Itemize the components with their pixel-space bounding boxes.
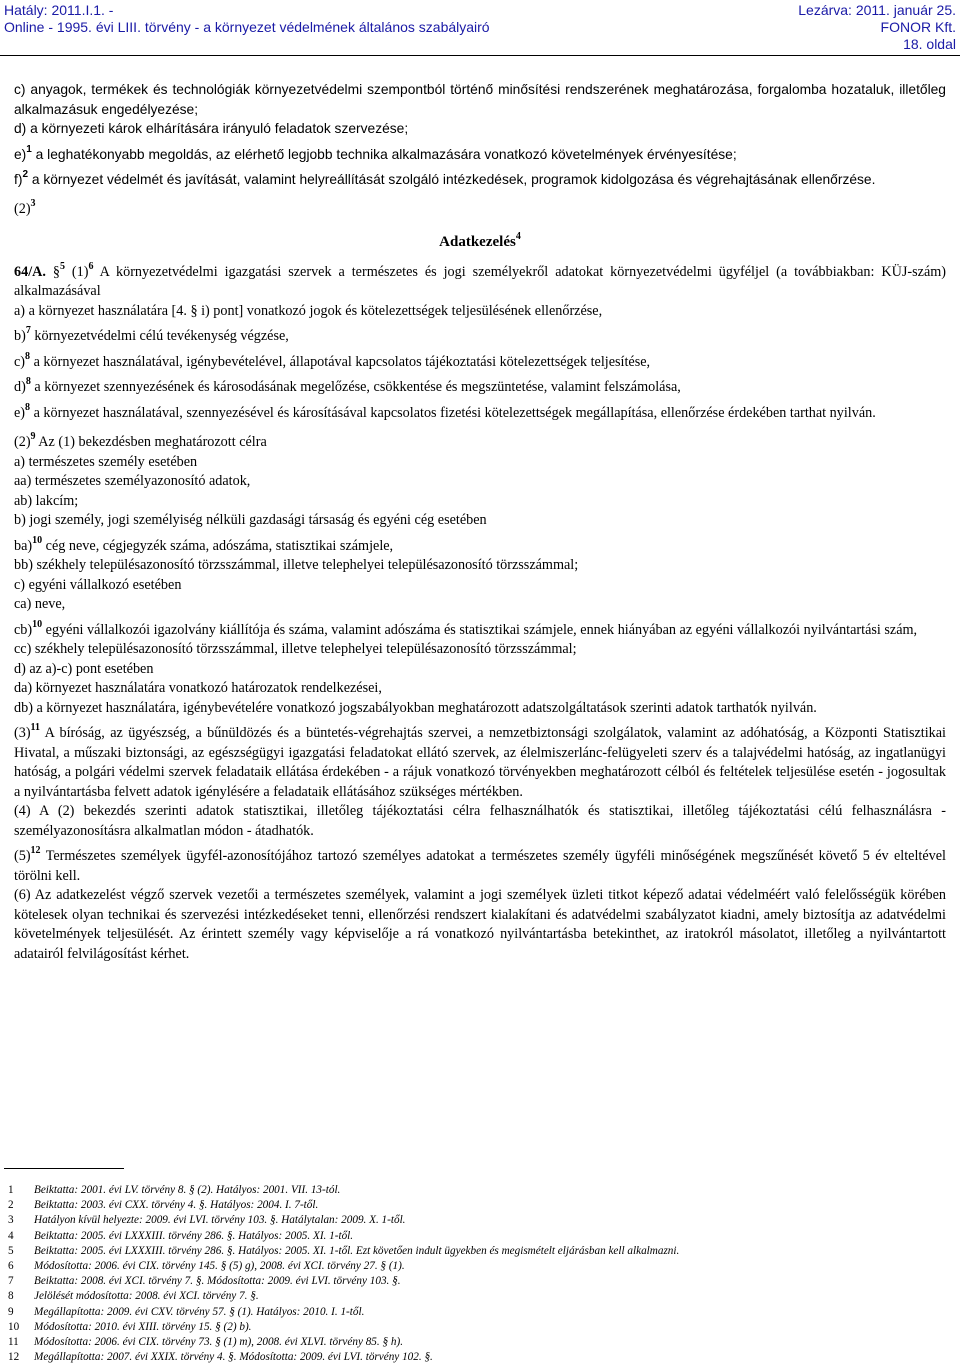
paragraph-label: (1) — [64, 263, 89, 280]
footnote-text: Megállapította: 2009. évi CXV. törvény 57. § (1). Hatályos: 2010. I. 1-től. — [34, 1305, 365, 1318]
footnote-text: Jelölését módosította: 2008. évi XCI. törvény 7. §. — [34, 1290, 259, 1303]
point-f — [14, 170, 946, 190]
item-ab: ab) lakcím; — [14, 492, 79, 509]
footnote-item — [8, 1289, 948, 1304]
paragraph-6: (6) Az adatkezelést végző szervek vezetői a természetes személyek, valamint a jogi személyek üzleti titkot képező adatai védelméért való felelősségük körében kötelesek olyan technikai és szervezési intézkedéseket tenni, ellenőrzési rendszert kialakítani és adatvédelmi szabályzatot kiadni, amely biztosítja az adatvédelmi követelmények teljesülését. Az érintett személy vagy képviselője a rá vonatkozó nyilvántartásba betekinthet, az iratokról másolatot, illetőleg a nyilvántartott adatairól felvilágosítást kérhet. — [14, 887, 946, 962]
item-d-common: d) az a)-c) pont esetében — [14, 660, 154, 677]
item-d — [14, 378, 946, 398]
section-heading — [14, 233, 946, 253]
paragraph-2 — [14, 433, 946, 453]
footnote-text: Beiktatta: 2005. évi LXXXIII. törvény 286. §. Hatályos: 2005. XI. 1-től. Ezt követően indult ügyekben és megismételt eljárásban kell alkalmazni. — [34, 1244, 680, 1257]
point-d: d) a környezeti károk elhárítására irányuló feladatok szervezése; — [14, 121, 409, 136]
item-text: környezetvédelmi célú tevékenység végzése, — [30, 328, 289, 344]
footnote-ref[interactable]: 8 — [25, 401, 31, 413]
item-ba — [14, 534, 946, 557]
point-e — [14, 145, 946, 165]
footnote-text: Módosította: 2006. évi CIX. törvény 73. § (1) m), 2008. évi XLVI. törvény 85. § h). — [34, 1336, 404, 1349]
item-label: cb) — [14, 621, 33, 638]
footnote-ref[interactable]: 2 — [22, 169, 28, 180]
footnote-item — [8, 1320, 948, 1335]
item-text: egyéni vállalkozói igazolvány kiállítója és száma, valamint adószáma és statisztikai számjele, ennek hiányában az egyéni vállalkozói nyilvántartási szám, — [42, 621, 918, 638]
footnote-ref[interactable]: 5 — [59, 260, 65, 272]
paragraph-label: (2) — [14, 200, 31, 217]
item-a-natural-person: a) természetes személy esetében — [14, 453, 198, 470]
header-page-number: 18. oldal — [903, 36, 956, 52]
footnote-divider — [4, 1168, 124, 1169]
item-bb: bb) székhely településazonosító törzsszámmal, illetve telephelyei településazonosító törzsszámmal; — [14, 557, 579, 573]
footnote-ref[interactable]: 4 — [515, 231, 521, 242]
footnote-list — [8, 1183, 948, 1365]
footnote-ref[interactable]: 8 — [25, 376, 31, 387]
footnote-text: Beiktatta: 2008. évi XCI. törvény 7. §. Módosította: 2009. évi LVI. törvény 103. §. — [34, 1275, 401, 1288]
footnote-text: Módosította: 2010. évi XIII. törvény 15. § (2) b). — [34, 1320, 252, 1333]
footnote-number: 10 — [8, 1320, 20, 1333]
footnote-ref[interactable]: 10 — [32, 618, 43, 630]
item-aa: aa) természetes személyazonosító adatok, — [14, 473, 251, 489]
item-da: da) környezet használatára vonatkozó határozatok rendelkezései, — [14, 680, 382, 696]
paragraph-text: A bíróság, az ügyészség, a bűnüldözés és a büntetés-végrehajtás szervei, a nemzetbiztonsági szolgálatok, valamint az adóhatóság, a Központi Statisztikai Hivatal, a műszaki biztonsági, az egészségügyi igazgatási feladatokat ellátó szervek, az élelmiszerlánc-felügyeleti szerv és a talajvédelmi hatóság, az ingatlanügyi hatóság, a polgári védelmi szervek feladataik ellátása érdekében - a rájuk vonatkozó törvényekben meghatározott célból és feltételek teljesülése esetén - jogosultak a nyilvántartásba felvett adatok igénylésére a feladataik ellátásához szükséges mértékben. — [14, 725, 946, 800]
paragraph-label: (2) — [14, 434, 31, 450]
item-a: a) a környezet használatára [4. § i) pont] vonatkozó jogok és kötelezettségek teljesülésének ellenőrzése, — [14, 302, 603, 319]
footnote-text: Megállapította: 2007. évi XXIX. törvény 4. §. Módosította: 2009. évi LVI. törvény 102. §. — [34, 1351, 433, 1364]
item-text: a környezet használatával, szennyezésével és károsításával kapcsolatos fizetési kötelezettségek megállapítása, ellenőrzése érdekében tarthat nyilván. — [30, 404, 876, 421]
paragraph-text: Az (1) bekezdésben meghatározott célra — [35, 434, 267, 450]
item-c-sole-trader: c) egyéni vállalkozó esetében — [14, 576, 182, 593]
paragraph-4: (4) A (2) bekezdés szerinti adatok statisztikai, illetőleg tájékoztatási célra felhasználhatók és statisztikai, illetőleg tájékoztatási célú felhasználásra - személyazonosításra alkalmatlan módon - átadhatók. — [14, 803, 946, 839]
item-label: e) — [14, 404, 26, 421]
point-e-text: a leghatékonyabb megoldás, az elérhető legjobb technika alkalmazására vonatkozó követelmények érvényesítése; — [31, 146, 737, 162]
footnote-number: 7 — [8, 1275, 14, 1288]
footnote-number: 5 — [8, 1244, 14, 1257]
item-b-legal-person: b) jogi személy, jogi személyiség nélküli gazdasági társaság és egyéni cég esetében — [14, 512, 487, 528]
item-label: c) — [14, 353, 26, 370]
paragraph-5 — [14, 847, 946, 886]
footnote-item — [8, 1229, 948, 1244]
header-closed-date: Lezárva: 2011. január 25. — [798, 2, 956, 18]
header-divider — [0, 55, 960, 56]
item-cc: cc) székhely településazonosító törzsszámmal, illetve telephelyei településazonosító törzsszámmal; — [14, 641, 577, 657]
item-label: b) — [14, 328, 26, 344]
item-b — [14, 327, 946, 347]
header-law-title: Online - 1995. évi LIII. törvény - a környezet védelmének általános szabályairó — [4, 19, 490, 35]
header-publisher: FONOR Kft. — [880, 19, 956, 35]
footnote-item — [8, 1350, 948, 1365]
paragraph-text: A környezetvédelmi igazgatási szervek a természetes és jogi személyekről adatokat környezetvédelmi ügyféljel (a továbbiakban: KÜJ-szám) alkalmazásával — [14, 263, 947, 299]
item-text: a környezet szennyezésének és károsodásának megelőzése, csökkentése és megszüntetése, valamint felszámolása, — [30, 379, 681, 395]
paragraph-2-repealed — [14, 197, 946, 220]
footnote-item — [8, 1335, 948, 1350]
footnote-number: 2 — [8, 1199, 14, 1212]
item-label: d) — [14, 379, 26, 395]
item-text: a környezet használatával, igénybevételével, állapotával kapcsolatos tájékoztatási kötelezettségek teljesítése, — [30, 353, 651, 370]
paragraph-text: Természetes személyek ügyfél-azonosítójához tartozó személyes adatokat a természetes személy ügyféli minőségének megszűnését követő 5 év elteltével törölni kell. — [14, 848, 946, 884]
footnote-ref[interactable]: 6 — [88, 260, 94, 272]
footnote-text: Beiktatta: 2005. évi LXXXIII. törvény 286. §. Hatályos: 2005. XI. 1-től. — [34, 1229, 354, 1242]
footnote-ref[interactable]: 11 — [30, 722, 40, 733]
item-cb — [14, 618, 946, 641]
footnote-number: 11 — [8, 1336, 19, 1349]
footnote-ref[interactable]: 1 — [26, 143, 32, 155]
document-body — [14, 80, 946, 964]
point-f-text: a környezet védelmét és javítását, valamint helyreállítását szolgáló intézkedések, programok kidolgozása és végrehajtásának ellenőrzése. — [28, 172, 876, 187]
point-c: c) anyagok, termékek és technológiák környezetvédelmi szempontból történő minősítési rendszerének meghatározása, forgalomba hozataluk, illetőleg alkalmazásuk engedélyezése; — [14, 82, 946, 117]
footnote-number: 12 — [8, 1351, 20, 1364]
footnote-number: 8 — [8, 1290, 14, 1303]
footnote-ref[interactable]: 10 — [32, 534, 43, 546]
footnote-item — [8, 1183, 948, 1198]
footnote-number: 1 — [8, 1184, 14, 1196]
footnote-ref[interactable]: 9 — [30, 431, 36, 442]
footnote-ref[interactable]: 3 — [30, 197, 36, 209]
paragraph-3 — [14, 724, 946, 802]
footnote-number: 6 — [8, 1260, 14, 1273]
footnote-item — [8, 1274, 948, 1289]
footnote-item — [8, 1198, 948, 1213]
footnote-text: Hatályon kívül helyezte: 2009. évi LVI. törvény 103. §. Hatálytalan: 2009. X. 1-től. — [34, 1214, 406, 1227]
item-e — [14, 401, 946, 424]
footnote-ref[interactable]: 12 — [30, 845, 41, 856]
footnote-number: 3 — [8, 1214, 14, 1227]
footnote-text: Beiktatta: 2001. évi LV. törvény 8. § (2). Hatályos: 2001. VII. 13-tól. — [34, 1184, 341, 1196]
footnote-item — [8, 1213, 948, 1228]
item-label: ba) — [14, 537, 33, 554]
paragraph-label: (3) — [14, 725, 31, 741]
point-f-label: f) — [14, 172, 23, 187]
point-e-label: e) — [14, 146, 27, 162]
paragraph-label: (5) — [14, 848, 31, 864]
footnote-ref[interactable]: 8 — [25, 350, 31, 362]
item-ca: ca) neve, — [14, 596, 66, 612]
footnote-item — [8, 1259, 948, 1274]
footnote-number: 9 — [8, 1305, 14, 1318]
header-effective-date: Hatály: 2011.I.1. - — [4, 2, 114, 18]
footnote-ref[interactable]: 7 — [25, 325, 31, 336]
footnote-item — [8, 1305, 948, 1320]
section-64a-paragraph-1 — [14, 260, 947, 302]
section-heading-text: Adatkezelés — [439, 234, 516, 250]
footnote-item — [8, 1244, 948, 1259]
footnote-text: Módosította: 2006. évi CIX. törvény 145. § (5) g), 2008. évi XCI. törvény 27. § (1). — [34, 1260, 405, 1273]
item-c — [14, 350, 946, 373]
item-text: cég neve, cégjegyzék száma, adószáma, statisztikai számjele, — [42, 537, 394, 554]
footnote-number: 4 — [8, 1229, 14, 1242]
item-db: db) a környezet használatára, igénybevételére vonatkozó jogszabályokban meghatározott adatszolgáltatások szerinti adatok tarthatók nyilván. — [14, 699, 817, 716]
footnote-text: Beiktatta: 2003. évi CXX. törvény 4. §. Hatályos: 2004. I. 7-től. — [34, 1199, 319, 1212]
section-sign: § — [45, 263, 60, 280]
section-number: 64/A. — [14, 263, 46, 280]
